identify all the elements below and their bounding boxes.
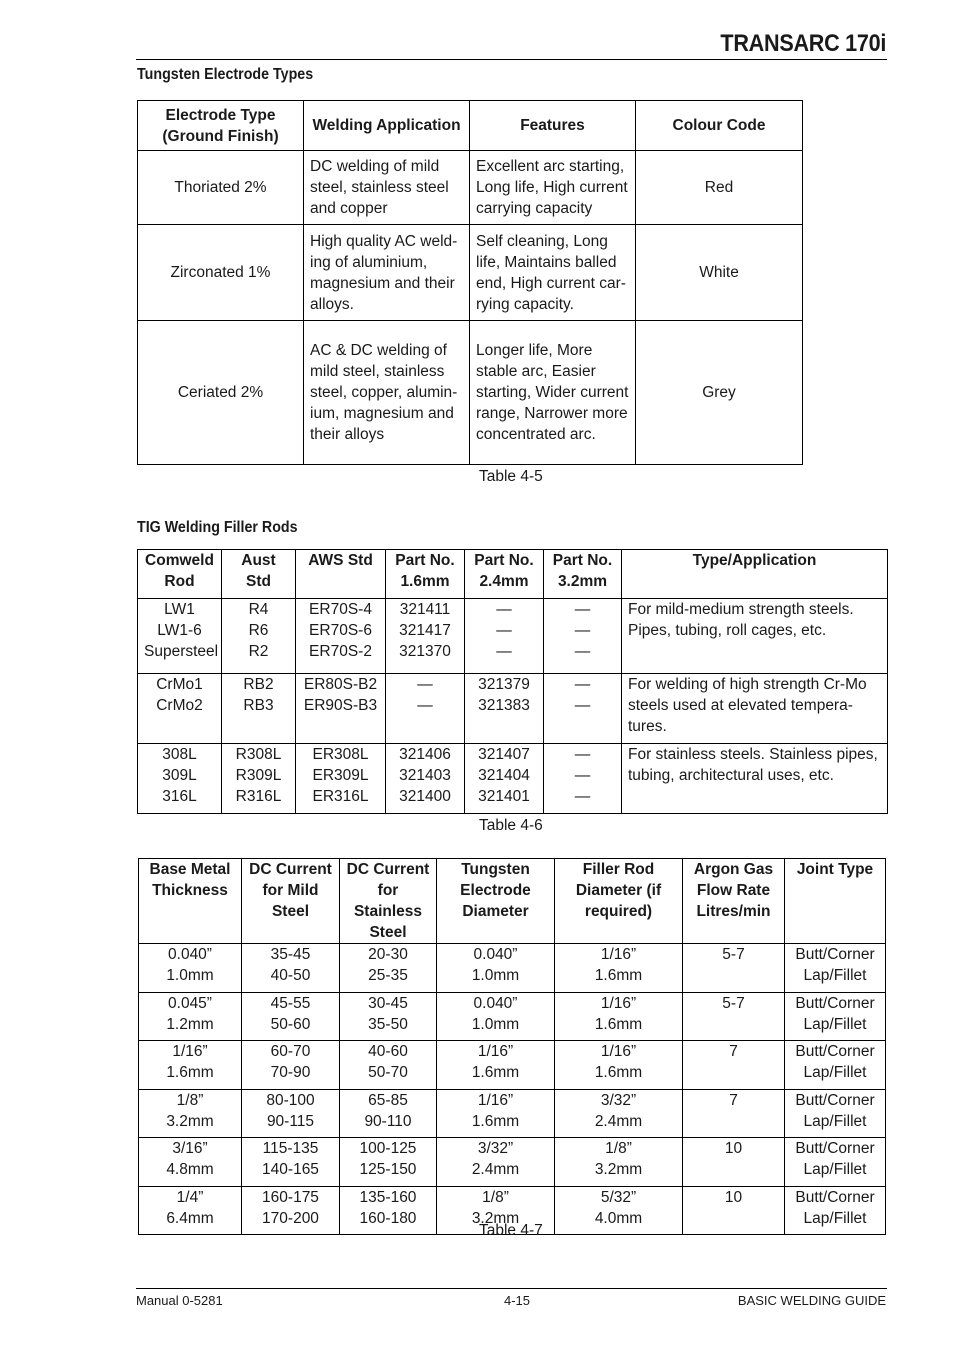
- table-cell: AC & DC welding of mild steel, stainless steel, copper, alumin- ium, magnesium and their alloys: [304, 321, 470, 465]
- table-cell: 321379 321383: [465, 674, 544, 744]
- table-cell: 20-30 25-35: [340, 944, 437, 993]
- table-cell: For welding of high strength Cr-Mo steels used at elevated tempera- tures.: [622, 674, 888, 744]
- table-cell: Grey: [636, 321, 803, 465]
- table-cell: 0.040” 1.0mm: [139, 944, 242, 993]
- table-cell: 1/16” 1.6mm: [139, 1041, 242, 1090]
- column-header: AWS Std: [296, 550, 386, 599]
- table-cell: Butt/Corner Lap/Fillet: [785, 1089, 886, 1138]
- table-cell: 0.040” 1.0mm: [437, 944, 555, 993]
- table-cell: 65-85 90-110: [340, 1089, 437, 1138]
- section-title-tungsten-electrode-types: Tungsten Electrode Types: [137, 66, 314, 83]
- table-cell: 1/16” 1.6mm: [437, 1089, 555, 1138]
- column-header: DC Current for Mild Steel: [242, 859, 340, 944]
- table-cell: RB2 RB3: [222, 674, 296, 744]
- table-cell: Ceriated 2%: [138, 321, 304, 465]
- table-electrode-types: [137, 100, 803, 465]
- column-header: DC Current for Stainless Steel: [340, 859, 437, 944]
- table-cell: 5/32” 4.0mm: [555, 1186, 683, 1235]
- table-cell: 45-55 50-60: [242, 992, 340, 1041]
- table-cell: 5-7: [683, 944, 785, 993]
- table-cell: R308L R309L R316L: [222, 744, 296, 814]
- table-cell: 1/16” 1.6mm: [555, 944, 683, 993]
- table-cell: 7: [683, 1089, 785, 1138]
- table-cell: 1/16” 1.6mm: [437, 1041, 555, 1090]
- table-header-row: [138, 101, 803, 151]
- table-cell: CrMo1 CrMo2: [138, 674, 222, 744]
- column-header: Part No. 2.4mm: [465, 550, 544, 599]
- table-cell: 100-125 125-150: [340, 1138, 437, 1187]
- table-cell: Red: [636, 151, 803, 225]
- table-row: [139, 992, 886, 1041]
- table-cell: 321407 321404 321401: [465, 744, 544, 814]
- column-header: Tungsten Electrode Diameter: [437, 859, 555, 944]
- table-cell: Zirconated 1%: [138, 225, 304, 321]
- table-cell: 1/16” 1.6mm: [555, 1041, 683, 1090]
- table-cell: 10: [683, 1186, 785, 1235]
- footer-manual-number: Manual 0-5281: [136, 1293, 223, 1308]
- table-cell: 10: [683, 1138, 785, 1187]
- table-cell: — — —: [465, 599, 544, 674]
- table-cell: 40-60 50-70: [340, 1041, 437, 1090]
- table-cell: 60-70 70-90: [242, 1041, 340, 1090]
- table-cell: ER308L ER309L ER316L: [296, 744, 386, 814]
- document-title: TRANSARC 170i: [720, 30, 886, 57]
- table-row: [139, 1138, 886, 1187]
- table-caption: Table 4-7: [479, 1222, 543, 1239]
- table-cell: ER80S-B2 ER90S-B3: [296, 674, 386, 744]
- table-cell: 1/8” 3.2mm: [437, 1186, 555, 1235]
- table-row: [138, 599, 888, 674]
- table-cell: 35-45 40-50: [242, 944, 340, 993]
- table-cell: 321406 321403 321400: [386, 744, 465, 814]
- table-cell: 1/8” 3.2mm: [139, 1089, 242, 1138]
- column-header: Features: [470, 101, 636, 151]
- table-filler-rods: [137, 549, 888, 814]
- column-header: Colour Code: [636, 101, 803, 151]
- table-cell: 308L 309L 316L: [138, 744, 222, 814]
- table-cell: High quality AC weld- ing of aluminium, magnesium and their alloys.: [304, 225, 470, 321]
- table-cell: — — —: [544, 744, 622, 814]
- table-caption: Table 4-6: [479, 817, 543, 834]
- column-header: Welding Application: [304, 101, 470, 151]
- table-cell: 0.040” 1.0mm: [437, 992, 555, 1041]
- table-cell: 0.045” 1.2mm: [139, 992, 242, 1041]
- table-row: [138, 151, 803, 225]
- column-header: Argon Gas Flow Rate Litres/min: [683, 859, 785, 944]
- table-cell: 30-45 35-50: [340, 992, 437, 1041]
- table-cell: For stainless steels. Stainless pipes, tubing, architectural uses, etc.: [622, 744, 888, 814]
- table-cell: Butt/Corner Lap/Fillet: [785, 1041, 886, 1090]
- table-cell: 3/16” 4.8mm: [139, 1138, 242, 1187]
- table-header-row: [138, 550, 888, 599]
- table-cell: 321411 321417 321370: [386, 599, 465, 674]
- table-caption: Table 4-5: [479, 468, 543, 485]
- header-rule: [136, 59, 887, 60]
- column-header: Filler Rod Diameter (if required): [555, 859, 683, 944]
- column-header: Comweld Rod: [138, 550, 222, 599]
- table-cell: 135-160 160-180: [340, 1186, 437, 1235]
- table-cell: 115-135 140-165: [242, 1138, 340, 1187]
- column-header: Base Metal Thickness: [139, 859, 242, 944]
- table-row: [139, 1041, 886, 1090]
- table-cell: 1/4” 6.4mm: [139, 1186, 242, 1235]
- table-cell: 7: [683, 1041, 785, 1090]
- table-cell: Butt/Corner Lap/Fillet: [785, 1138, 886, 1187]
- table-row: [139, 944, 886, 993]
- table-cell: Longer life, More stable arc, Easier starting, Wider current range, Narrower more concentrated arc.: [470, 321, 636, 465]
- column-header: Aust Std: [222, 550, 296, 599]
- table-cell: DC welding of mild steel, stainless steel and copper: [304, 151, 470, 225]
- table-welding-parameters: [138, 858, 886, 1235]
- table-cell: R4 R6 R2: [222, 599, 296, 674]
- table-cell: Self cleaning, Long life, Maintains balled end, High current car- rying capacity.: [470, 225, 636, 321]
- column-header: Part No. 1.6mm: [386, 550, 465, 599]
- table-cell: — —: [544, 674, 622, 744]
- table-row: [138, 321, 803, 465]
- table-cell: Butt/Corner Lap/Fillet: [785, 1186, 886, 1235]
- section-title-tig-filler-rods: TIG Welding Filler Rods: [137, 519, 298, 536]
- column-header: Electrode Type (Ground Finish): [138, 101, 304, 151]
- table-cell: Thoriated 2%: [138, 151, 304, 225]
- table-cell: — — —: [544, 599, 622, 674]
- table-cell: Butt/Corner Lap/Fillet: [785, 992, 886, 1041]
- table-row: [138, 674, 888, 744]
- footer-rule: [136, 1288, 887, 1289]
- table-cell: 3/32” 2.4mm: [555, 1089, 683, 1138]
- table-cell: 1/16” 1.6mm: [555, 992, 683, 1041]
- table-cell: 160-175 170-200: [242, 1186, 340, 1235]
- table-row: [138, 225, 803, 321]
- table-cell: LW1 LW1-6 Supersteel: [138, 599, 222, 674]
- column-header: Type/Application: [622, 550, 888, 599]
- table-header-row: [139, 859, 886, 944]
- table-cell: 80-100 90-115: [242, 1089, 340, 1138]
- table-cell: White: [636, 225, 803, 321]
- table-cell: 1/8” 3.2mm: [555, 1138, 683, 1187]
- footer-page-number: 4-15: [504, 1293, 531, 1308]
- table-cell: — —: [386, 674, 465, 744]
- table-cell: Excellent arc starting, Long life, High current carrying capacity: [470, 151, 636, 225]
- table-cell: For mild-medium strength steels. Pipes, tubing, roll cages, etc.: [622, 599, 888, 674]
- table-row: [138, 744, 888, 814]
- table-cell: ER70S-4 ER70S-6 ER70S-2: [296, 599, 386, 674]
- column-header: Joint Type: [785, 859, 886, 944]
- footer-guide-title: BASIC WELDING GUIDE: [737, 1293, 886, 1308]
- table-cell: Butt/Corner Lap/Fillet: [785, 944, 886, 993]
- table-cell: 5-7: [683, 992, 785, 1041]
- table-cell: 3/32” 2.4mm: [437, 1138, 555, 1187]
- column-header: Part No. 3.2mm: [544, 550, 622, 599]
- table-row: [139, 1089, 886, 1138]
